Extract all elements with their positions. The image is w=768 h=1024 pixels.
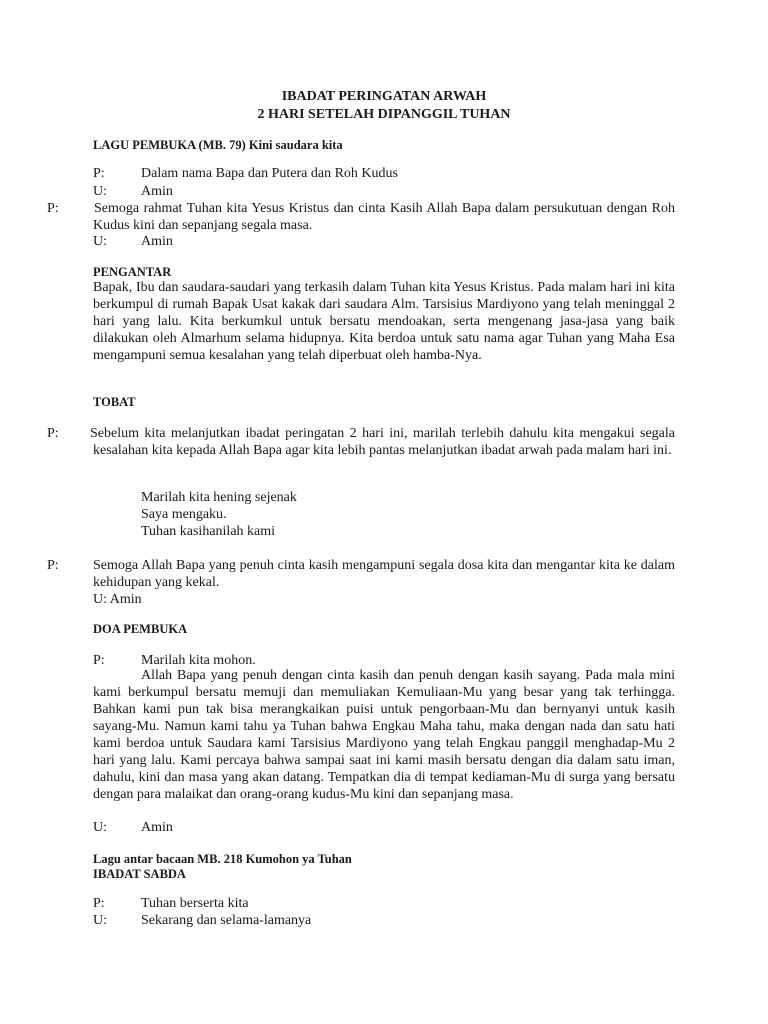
lagu-pembuka-song: Kini saudara kita — [248, 138, 343, 152]
section-heading-tobat: TOBAT — [93, 395, 136, 409]
tobat-line: Tuhan kasihanilah kami — [141, 524, 276, 539]
interlude-song-line: Lagu antar bacaan MB. 218 Kumohon ya Tuhan — [93, 852, 352, 866]
liturgy-line: Dalam nama Bapa dan Putera dan Roh Kudus — [141, 166, 398, 181]
liturgy-line: Marilah kita mohon. — [141, 653, 256, 668]
speaker-label: P: — [93, 896, 105, 911]
tobat-response: U: Amin — [93, 592, 142, 607]
document-title-line-2: 2 HARI SETELAH DIPANGGIL TUHAN — [257, 107, 511, 122]
speaker-label: P: — [93, 166, 105, 181]
pengantar-paragraph: Bapak, Ibu dan saudara-saudari yang terkasih dalam Tuhan kita Yesus Kristus. Pada malam hari ini kita berkumpul di rumah Bapak Usat kakak dari saudara Alm. Tarsisius Mardiyono yang telah meninggal 2 hari yang lalu. Kita berkumkul untuk bersatu mendoakan, serta mengenang jasa-jasa yang baik dilakukan oleh Almarhum selama hidupnya. Kita berdoa untuk satu nama agar Tuhan yang Maha Esa mengampuni semua kesalahan yang telah diperbuat oleh hamba-Nya. — [93, 280, 675, 363]
liturgy-line: Amin — [141, 184, 173, 199]
speaker-label: U: — [93, 820, 107, 835]
speaker-label: P: — [47, 201, 59, 216]
speaker-label: U: — [93, 184, 107, 199]
section-heading-lagu-pembuka — [93, 137, 343, 154]
greeting-paragraph: Semoga rahmat Tuhan kita Yesus Kristus dan cinta Kasih Allah Bapa dalam persukutuan dengan Roh Kudus kini dan sepanjang segala masa. — [93, 201, 675, 233]
speaker-label: P: — [47, 426, 59, 441]
opening-prayer-paragraph: Allah Bapa yang penuh dengan cinta kasih dan penuh dengan kasih sayang. Pada mala mini kami berkumpul bersatu memuji dan memuliakan Kemuliaan-Mu yang besar yang tak terhingga. Bahkan kami pun tak bisa merangkaikan puisi untuk pengorbaan-Mu dan bernyanyi untuk kasih sayang-Mu. Namun kami tahu ya Tuhan bahwa Engkau Maha tahu, maka dengan nada dan satu hati kami berdoa untuk Saudara kami Tarsisius Mardiyono yang telah Engkau panggil menghadap-Mu 2 hari yang lalu. Kami percaya bahwa sampai saat ini kami masih bersatu dengan dia dalam satu iman, dahulu, kini dan masa yang akan datang. Tempatkan dia di tempat kediaman-Mu di surga yang bersatu dengan para malaikat dan orang-orang kudus-Mu kini dan sepanjang masa. — [93, 668, 675, 802]
lagu-pembuka-heading: LAGU PEMBUKA (MB. 79) — [93, 138, 246, 152]
absolution-paragraph: Semoga Allah Bapa yang penuh cinta kasih mengampuni segala dosa kita dan mengantar kita ke dalam kehidupan yang kekal. — [93, 558, 675, 590]
tobat-line: Saya mengaku. — [141, 507, 227, 522]
liturgy-line: Amin — [141, 234, 173, 249]
speaker-label: P: — [93, 653, 105, 668]
section-heading-pengantar: PENGANTAR — [93, 265, 172, 279]
liturgy-line: Amin — [141, 820, 173, 835]
tobat-line: Marilah kita hening sejenak — [141, 490, 297, 505]
document-title-line-1: IBADAT PERINGATAN ARWAH — [281, 89, 487, 104]
liturgy-line: Tuhan berserta kita — [141, 896, 249, 911]
section-heading-ibadat-sabda: IBADAT SABDA — [93, 867, 186, 881]
speaker-label: U: — [93, 234, 107, 249]
tobat-intro-paragraph: Sebelum kita melanjutkan ibadat peringatan 2 hari ini, marilah terlebih dahulu kita mengakui segala kesalahan kita kepada Allah Bapa agar kita lebih pantas melanjutkan ibadat arwah pada malam hari ini. — [90, 426, 675, 458]
speaker-label: U: — [93, 913, 107, 928]
liturgy-line: Sekarang dan selama-lamanya — [141, 913, 312, 928]
section-heading-doa-pembuka: DOA PEMBUKA — [93, 622, 188, 636]
speaker-label: P: — [47, 558, 59, 573]
